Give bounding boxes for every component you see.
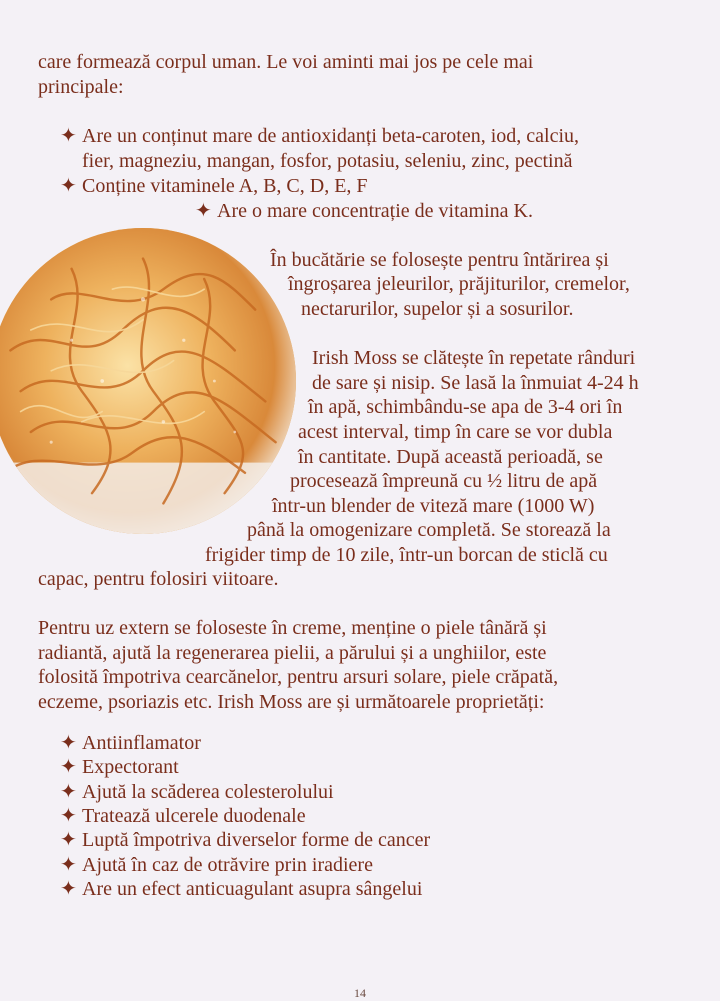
intro-line-1: care formează corpul uman. Le voi aminti mai jos pe cele mai: [38, 51, 534, 73]
nutrient-bullet-1: [60, 124, 579, 148]
prep-line-3: în apă, schimbându-se apa de 3-4 ori în: [308, 396, 623, 418]
vitamin-k-bullet: [195, 199, 533, 223]
property-text: Tratează ulcerele duodenale: [82, 805, 306, 827]
property-item: [60, 755, 179, 779]
bullet-text: Are un conținut mare de antioxidanți beta-caroten, iod, calciu,: [82, 125, 580, 147]
property-item: [60, 731, 201, 755]
star-bullet-icon: ✦: [60, 829, 77, 851]
bullet-text: Conține vitaminele A, B, C, D, E, F: [82, 175, 368, 197]
property-text: Expectorant: [82, 756, 179, 778]
prep-line-8: până la omogenizare completă. Se storează la: [247, 519, 611, 541]
star-bullet-icon: ✦: [60, 175, 77, 197]
prep-line-6: procesează împreună cu ½ litru de apă: [290, 470, 598, 492]
property-item: [60, 828, 430, 852]
property-text: Ajută în caz de otrăvire prin iradiere: [82, 854, 373, 876]
kitchen-line-2: îngroșarea jeleurilor, prăjiturilor, cremelor,: [288, 273, 630, 295]
prep-line-4: acest interval, timp în care se vor dubla: [298, 421, 613, 443]
external-line-3: folosită împotriva cearcănelor, pentru arsuri solare, piele crăpată,: [38, 666, 559, 688]
star-bullet-icon: ✦: [195, 200, 212, 222]
external-line-2: radiantă, ajută la regenerarea pielii, a părului și a unghiilor, este: [38, 642, 547, 664]
page-number: 14: [354, 986, 366, 1000]
prep-line-10: capac, pentru folosiri viitoare.: [38, 568, 279, 590]
prep-line-9: frigider timp de 10 zile, într-un borcan de sticlă cu: [205, 544, 608, 566]
star-bullet-icon: ✦: [60, 756, 77, 778]
prep-line-7: într-un blender de viteză mare (1000 W): [272, 495, 595, 517]
prep-line-1: Irish Moss se clătește în repetate rânduri: [312, 347, 636, 369]
star-bullet-icon: ✦: [60, 732, 77, 754]
bullet-text: Are o mare concentrație de vitamina K.: [217, 200, 533, 222]
property-text: Luptă împotriva diverselor forme de cancer: [82, 829, 431, 851]
property-text: Are un efect anticuagulant asupra sângelui: [82, 878, 423, 900]
star-bullet-icon: ✦: [60, 805, 77, 827]
star-bullet-icon: ✦: [60, 125, 77, 147]
property-item: [60, 780, 334, 804]
star-bullet-icon: ✦: [60, 854, 77, 876]
kitchen-line-3: nectarurilor, supelor și a sosurilor.: [301, 298, 574, 320]
property-text: Ajută la scăderea colesterolului: [82, 781, 334, 803]
star-bullet-icon: ✦: [60, 781, 77, 803]
kitchen-line-1: În bucătărie se folosește pentru întărirea și: [270, 249, 609, 271]
nutrient-bullet-1-cont: fier, magneziu, mangan, fosfor, potasiu, seleniu, zinc, pectină: [82, 150, 573, 172]
vitamins-bullet: [60, 174, 368, 198]
external-line-4: eczeme, psoriazis etc. Irish Moss are și următoarele proprietăți:: [38, 691, 545, 713]
star-bullet-icon: ✦: [60, 878, 77, 900]
irish-moss-photo: [0, 228, 296, 534]
prep-line-2: de sare și nisip. Se lasă la înmuiat 4-24 h: [312, 372, 639, 394]
property-item: [60, 853, 373, 877]
prep-line-5: în cantitate. După această perioadă, se: [298, 446, 603, 468]
property-item: [60, 877, 422, 901]
property-item: [60, 804, 306, 828]
external-line-1: Pentru uz extern se foloseste în creme, menține o piele tânără și: [38, 617, 547, 639]
intro-line-2: principale:: [38, 76, 124, 98]
property-text: Antiinflamator: [82, 732, 201, 754]
